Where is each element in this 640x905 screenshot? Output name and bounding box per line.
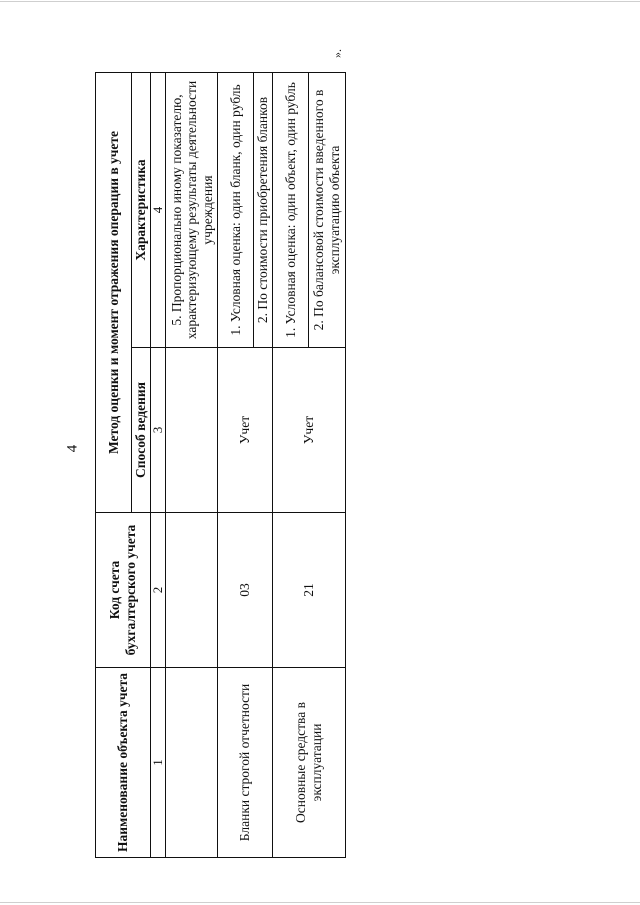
row1-name [166, 668, 218, 858]
column-number-4: 4 [150, 72, 166, 347]
row2-account: 03 [218, 513, 273, 668]
scan-edge-top [0, 1, 640, 2]
column-number-3: 3 [150, 348, 166, 513]
column-number-2: 2 [150, 513, 166, 668]
row3-account: 21 [272, 513, 345, 668]
column-number-1: 1 [150, 668, 166, 858]
accounting-table-rotated [95, 73, 342, 858]
header-object-name: Наименование объекта учета [96, 668, 151, 858]
row3-characteristic-1: 1. Условная оценка: один объект, один рубль [272, 72, 308, 347]
row3-characteristic-2: 2. По балансовой стоимости введенного в эксплуатацию объекта [308, 72, 345, 347]
closing-quote-mark: ». [330, 49, 344, 58]
row2-method: Учет [218, 348, 273, 513]
row1-characteristic-1: 5. Пропорционально иному показателю, характеризующему результаты деятельности учреждения [166, 72, 218, 347]
header-characteristic: Характеристика [132, 72, 151, 347]
row1-account [166, 513, 218, 668]
page-number: 4 [64, 444, 81, 453]
row2-characteristic-2: 2. По стоимости приобретения бланков [254, 72, 273, 347]
row2-characteristic-1: 1. Условная оценка: один бланк, один рубль [218, 72, 254, 347]
accounting-methods-table [95, 72, 346, 858]
row1-method [166, 348, 218, 513]
row3-name: Основные средства в эксплуатации [272, 668, 345, 858]
header-method-group: Метод оценки и момент отражения операции в учете [96, 72, 132, 512]
row3-method: Учет [272, 348, 345, 513]
header-method: Способ ведения [132, 348, 151, 513]
scan-edge-bottom [0, 902, 640, 903]
row2-name: Бланки строгой отчетности [218, 668, 273, 858]
header-account-code: Код счета бухгалтерского учета [96, 513, 151, 668]
